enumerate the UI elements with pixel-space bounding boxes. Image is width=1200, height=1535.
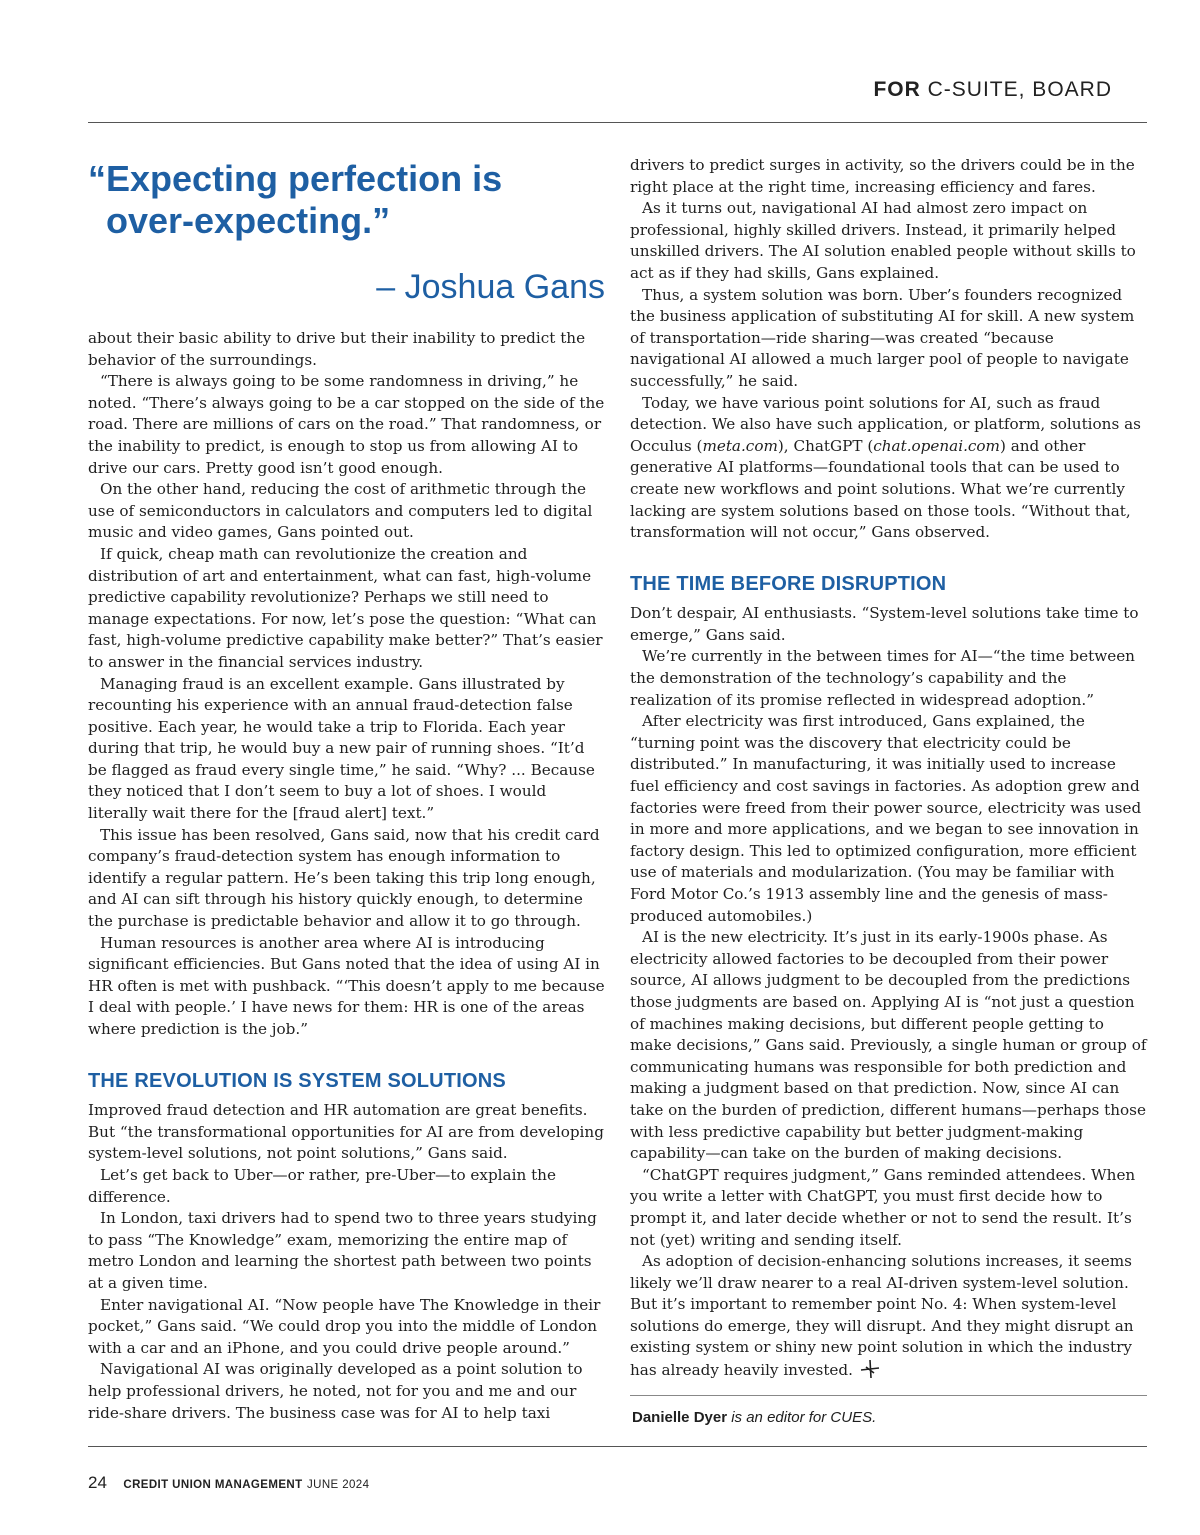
article-column-left [88,328,605,1424]
section-label [873,78,1112,102]
issue-date: JUNE 2024 [306,1479,370,1491]
page-number: 24 [88,1473,107,1492]
paragraph-today [630,393,1147,544]
paragraph: Let’s get back to Uber—or rather, pre-Uber—to explain the difference. [88,1165,556,1206]
text: Today, we have various point solutions for AI, such as fraud detection. We also have such application, or platform, solutions as Occulus ( [630,393,1141,455]
author-name: Danielle Dyer [632,1409,728,1426]
paragraph: Improved fraud detection and HR automation are great benefits. But “the transformational opportunities for AI are from developing system-level solutions, not point solutions,” Gans said. [88,1101,604,1163]
paragraph: As it turns out, navigational AI had almost zero impact on professional, highly skilled drivers. Instead, it primarily helped unskilled drivers. The AI solution enabled people without skills to act as if they had skills, Gans explained. [630,199,1136,282]
end-mark-icon [859,1359,881,1379]
text: As adoption of decision-enhancing solutions increases, it seems likely we’ll draw nearer to a real AI-driven system-level solution. But it’s important to remember point No. 4: When system-level solutions do emerge, they will disrupt. And they might disrupt an existing system or shiny new point solution in which the industry has already heavily invested. [630,1252,1134,1380]
section-heading-time-before-disruption: THE TIME BEFORE DISRUPTION [630,572,947,595]
paragraph: AI is the new electricity. It’s just in its early-1900s phase. As electricity allowed factories to be decoupled from their power source, AI allows judgment to be decoupled from the predictions those judgments are based on. Applying AI is “not just a question of machines making decisions, but different people getting to make decisions,” Gans said. Previously, a single human or group of communicating humans was responsible for both prediction and making a judgment based on that prediction. Now, since AI can take on the burden of prediction, different humans—perhaps those with less predictive capability but better judgment-making capability—can take on the burden of making decisions. [630,928,1147,1163]
text: ) and other generative AI platforms—foundational tools that can be used to create new workflows and point solutions. What we’re currently lacking are system solutions based on those tools. “Without that, transformation will not occur,” Gans observed. [630,436,1131,542]
publication-name: CREDIT UNION MANAGEMENT [123,1479,303,1491]
section-heading-system-solutions: THE REVOLUTION IS SYSTEM SOLUTIONS [88,1069,506,1092]
paragraph: Thus, a system solution was born. Uber’s founders recognized the business application of substituting AI for skill. A new system of transportation—ride sharing—was created “because navigational AI allowed a much larger pool of people to navigate successfully,” he said. [630,285,1135,390]
article-column-right [630,155,1147,1382]
paragraph: If quick, cheap math can revolutionize the creation and distribution of art and entertainment, what can fast, high-volume predictive capability revolutionize? Perhaps we still need to manage expectations. For now, let’s pose the question: “What can fast, high-volume predictive capability make better?” That’s easier to answer in the financial services industry. [88,544,603,671]
pull-quote-attribution: – Joshua Gans [376,268,605,306]
paragraph: Navigational AI was originally developed as a point solution to help professional drivers, he noted, not for you and me and our ride-share drivers. The business case was for AI to help taxi [88,1360,583,1422]
paragraph: Human resources is another area where AI is introducing significant efficiencies. But Gans noted that the idea of using AI in HR often is met with pushback. “‘This doesn’t apply to me because I deal with people.’ I have news for them: HR is one of the areas where prediction is the job.” [88,933,605,1038]
author-bio [632,1409,876,1426]
pull-quote [88,158,605,307]
link-meta[interactable]: meta.com [702,436,778,455]
paragraph: Don’t despair, AI enthusiasts. “System-level solutions take time to emerge,” Gans said. [630,604,1139,644]
paragraph: This issue has been resolved, Gans said, now that his credit card company’s fraud-detection system has enough information to identify a regular pattern. He’s been taking this trip long enough, and AI can sift through his history quickly enough, to determine the purchase is predictable behavior and allow it to go through. [88,825,600,931]
section-label-for: FOR [873,78,921,101]
paragraph-last [630,1251,1147,1382]
header-rule [88,122,1147,123]
paragraph: Managing fraud is an excellent example. Gans illustrated by recounting his experience with an annual fraud-detection false positive. Each year, he would take a trip to Florida. Each year during that trip, he would buy a new pair of running shoes. “It’d be flagged as fraud every single time,” he said. “Why? ... Because they noticed that I don’t seem to buy a lot of shoes. I would literally wait there for the [fraud alert] text.” [88,674,595,823]
paragraph: drivers to predict surges in activity, so the drivers could be in the right place at the right time, increasing efficiency and fares. [630,156,1135,196]
link-chatgpt[interactable]: chat.openai.com [873,436,1000,455]
pull-quote-line-2: over-expecting.” [106,200,391,241]
footer-rule [88,1446,1147,1447]
paragraph: “ChatGPT requires judgment,” Gans reminded attendees. When you write a letter with ChatGPT, you must first decide how to prompt it, and later decide whether or not to send the result. It’s not (yet) writing and sending itself. [630,1165,1136,1249]
paragraph: On the other hand, reducing the cost of arithmetic through the use of semiconductors in calculators and computers led to digital music and video games, Gans pointed out. [88,480,593,542]
pull-quote-text [88,158,605,242]
paragraph: Enter navigational AI. “Now people have The Knowledge in their pocket,” Gans said. “We could drop you into the middle of London with a car and an iPhone, and you could drive people around.” [88,1295,601,1357]
section-label-audience: C-SUITE, BOARD [927,78,1112,101]
paragraph: “There is always going to be some randomness in driving,” he noted. “There’s always going to be a car stopped on the side of the road. There are millions of cars on the road.” That randomness, or the inability to predict, is enough to stop us from allowing AI to drive our cars. Pretty good isn’t good enough. [88,372,605,477]
paragraph: We’re currently in the between times for AI—“the time between the demonstration of the technology’s capability and the realization of its promise reflected in widespread adoption.” [630,647,1135,709]
paragraph: about their basic ability to drive but their inability to predict the behavior of the surroundings. [88,329,586,369]
pull-quote-line-1: “Expecting perfection is [88,158,503,199]
text: ), ChatGPT ( [777,436,874,455]
author-description: is an editor for CUES. [727,1409,877,1426]
bio-rule [630,1395,1147,1396]
page-footer [88,1473,369,1493]
paragraph: In London, taxi drivers had to spend two to three years studying to pass “The Knowledge” exam, memorizing the entire map of metro London and learning the shortest path between two points at a given time. [88,1209,597,1292]
paragraph: After electricity was first introduced, Gans explained, the “turning point was the discovery that electricity could be distributed.” In manufacturing, it was initially used to increase fuel efficiency and cost savings in factories. As adoption grew and factories were freed from their power source, electricity was used in more and more applications, and we began to see innovation in factory design. This led to optimized configuration, more efficient use of materials and modularization. (You may be familiar with Ford Motor Co.’s 1913 assembly line and the genesis of mass-produced automobiles.) [630,712,1142,925]
